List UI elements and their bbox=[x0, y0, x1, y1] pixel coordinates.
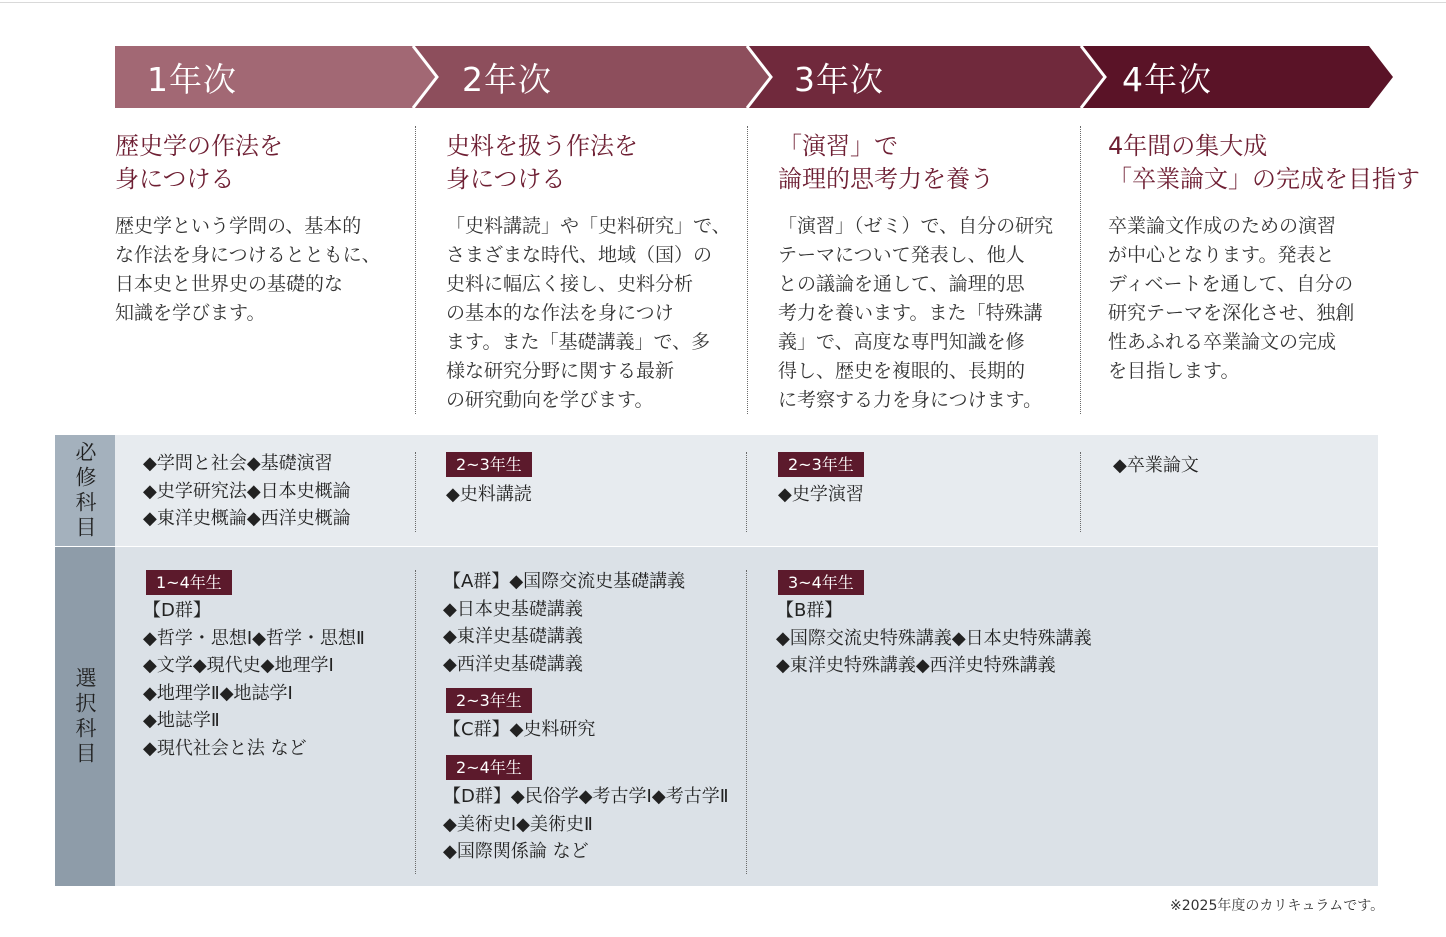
course-item: 【A群】◆国際交流史基礎講義 bbox=[443, 571, 686, 592]
elective-year-2-group-c bbox=[443, 716, 595, 744]
year-2-heading bbox=[446, 130, 638, 196]
year-2-label: 2年次 bbox=[462, 60, 552, 99]
course-item: ◆史学研究法◆日本史概論 bbox=[143, 480, 351, 502]
course-item: ◆史料講読 bbox=[446, 484, 532, 505]
course-item: 【D群】 bbox=[143, 600, 211, 621]
column-divider bbox=[747, 126, 748, 414]
course-item: ◆東洋史基礎講義 bbox=[443, 626, 583, 647]
column-divider bbox=[746, 452, 747, 532]
course-item: 【D群】◆民俗学◆考古学Ⅰ◆考古学Ⅱ bbox=[443, 786, 729, 807]
grade-tag: 2~3年生 bbox=[446, 688, 532, 713]
desc-line: ディベートを通して、自分の bbox=[1108, 273, 1354, 295]
heading-line: 史料を扱う作法を bbox=[446, 132, 638, 160]
column-divider bbox=[1080, 126, 1081, 414]
course-item: 【C群】◆史料研究 bbox=[443, 719, 596, 740]
desc-line: ます。また「基礎講義」で、多 bbox=[446, 331, 711, 353]
desc-line: 研究テーマを深化させ、独創 bbox=[1108, 302, 1355, 324]
grade-tag: 2~3年生 bbox=[778, 452, 864, 477]
desc-line: 性あふれる卒業論文の完成 bbox=[1108, 331, 1337, 353]
year-3-description bbox=[778, 212, 1053, 415]
course-item: ◆卒業論文 bbox=[1113, 455, 1199, 476]
course-item: ◆文学◆現代史◆地理学Ⅰ bbox=[143, 655, 334, 676]
desc-line: 日本史と世界史の基礎的な bbox=[115, 273, 344, 295]
year-3-label: 3年次 bbox=[794, 60, 884, 99]
heading-line: 4年間の集大成 bbox=[1108, 132, 1268, 160]
heading-line: 歴史学の作法を bbox=[115, 132, 283, 160]
desc-line: 「演習」（ゼミ）で、自分の研究 bbox=[778, 215, 1054, 237]
elective-label-text: 選択科目 bbox=[73, 666, 97, 767]
year-4-heading bbox=[1108, 130, 1420, 196]
year-1-label: 1年次 bbox=[147, 60, 237, 99]
desc-line: の研究動向を学びます。 bbox=[446, 389, 654, 411]
heading-line: 身につける bbox=[115, 165, 235, 193]
desc-line: テーマについて発表し、他人 bbox=[778, 244, 1025, 266]
heading-line: 身につける bbox=[446, 165, 566, 193]
column-divider bbox=[415, 570, 416, 874]
heading-line: 「演習」で bbox=[778, 132, 898, 160]
course-item: ◆学問と社会◆基礎演習 bbox=[143, 453, 333, 474]
grade-tag: 3~4年生 bbox=[778, 570, 864, 595]
column-divider bbox=[415, 126, 416, 414]
year-3-heading bbox=[778, 130, 994, 196]
course-item: ◆西洋史基礎講義 bbox=[443, 653, 583, 675]
required-year-2-courses bbox=[446, 481, 532, 509]
year-timeline bbox=[115, 46, 1395, 108]
desc-line: 義」で、高度な専門知識を修 bbox=[778, 331, 1025, 353]
course-item: ◆地誌学Ⅱ bbox=[143, 710, 220, 731]
column-divider bbox=[1080, 452, 1081, 532]
elective-year-3-courses bbox=[776, 597, 1092, 680]
required-courses-label bbox=[55, 435, 115, 546]
desc-line: さまざまな時代、地域（国）の bbox=[446, 244, 713, 266]
grade-tag: 2~3年生 bbox=[446, 452, 532, 477]
elective-year-2-group-d bbox=[443, 783, 729, 866]
course-item: ◆現代社会と法 など bbox=[143, 737, 307, 759]
desc-line: 「史料講読」や「史料研究」で、 bbox=[446, 215, 731, 237]
desc-line: 卒業論文作成のための演習 bbox=[1108, 215, 1337, 237]
year-4-description bbox=[1108, 212, 1354, 386]
desc-line: な作法を身につけるとともに、 bbox=[115, 244, 381, 266]
desc-line: の基本的な作法を身につけ bbox=[446, 302, 674, 324]
course-item: ◆東洋史概論◆西洋史概論 bbox=[143, 508, 351, 529]
desc-line: 考力を養います。また「特殊講 bbox=[778, 302, 1043, 324]
desc-line: を目指します。 bbox=[1108, 360, 1240, 382]
year-1-heading bbox=[115, 130, 283, 196]
elective-year-1-courses bbox=[143, 597, 365, 762]
grade-tag: 1~4年生 bbox=[146, 570, 232, 595]
desc-line: 様な研究分野に関する最新 bbox=[446, 360, 675, 382]
desc-line: が中心となります。発表と bbox=[1108, 244, 1335, 266]
desc-line: に考察する力を身につけます。 bbox=[778, 389, 1043, 411]
top-rule bbox=[0, 2, 1446, 3]
year-4-label: 4年次 bbox=[1122, 60, 1212, 99]
required-year-1-courses bbox=[143, 450, 351, 533]
year-2-description bbox=[446, 212, 731, 415]
course-item: ◆国際交流史特殊講義◆日本史特殊講義 bbox=[776, 627, 1092, 649]
desc-line: との議論を通して、論理的思 bbox=[778, 273, 1025, 295]
required-label-text: 必修科目 bbox=[73, 440, 97, 541]
column-divider bbox=[415, 452, 416, 532]
course-item: ◆東洋史特殊講義◆西洋史特殊講義 bbox=[776, 655, 1056, 676]
heading-line: 論理的思考力を養う bbox=[778, 165, 994, 193]
heading-line: 「卒業論文」の完成を目指す bbox=[1108, 165, 1420, 193]
course-item: ◆哲学・思想Ⅰ◆哲学・思想Ⅱ bbox=[143, 627, 365, 649]
course-item: ◆日本史基礎講義 bbox=[443, 598, 583, 620]
column-divider bbox=[746, 570, 747, 874]
desc-line: 史料に幅広く接し、史料分析 bbox=[446, 273, 694, 295]
desc-line: 知識を学びます。 bbox=[115, 302, 266, 324]
desc-line: 得し、歴史を複眼的、長期的 bbox=[778, 360, 1026, 382]
course-item: ◆美術史Ⅰ◆美術史Ⅱ bbox=[443, 813, 593, 835]
required-year-4-courses bbox=[1113, 452, 1199, 480]
course-item: ◆地理学Ⅱ◆地誌学Ⅰ bbox=[143, 682, 293, 704]
elective-courses-label bbox=[55, 547, 115, 886]
course-item: ◆国際関係論 など bbox=[443, 841, 589, 862]
footnote: ※2025年度のカリキュラムです。 bbox=[1170, 898, 1385, 914]
course-item: ◆史学演習 bbox=[778, 484, 864, 505]
year-1-description bbox=[115, 212, 381, 328]
desc-line: 歴史学という学問の、基本的 bbox=[115, 215, 362, 237]
course-item: 【B群】 bbox=[776, 600, 843, 621]
elective-year-2-group-a bbox=[443, 568, 685, 678]
grade-tag: 2~4年生 bbox=[446, 755, 532, 780]
required-year-3-courses bbox=[778, 481, 864, 509]
